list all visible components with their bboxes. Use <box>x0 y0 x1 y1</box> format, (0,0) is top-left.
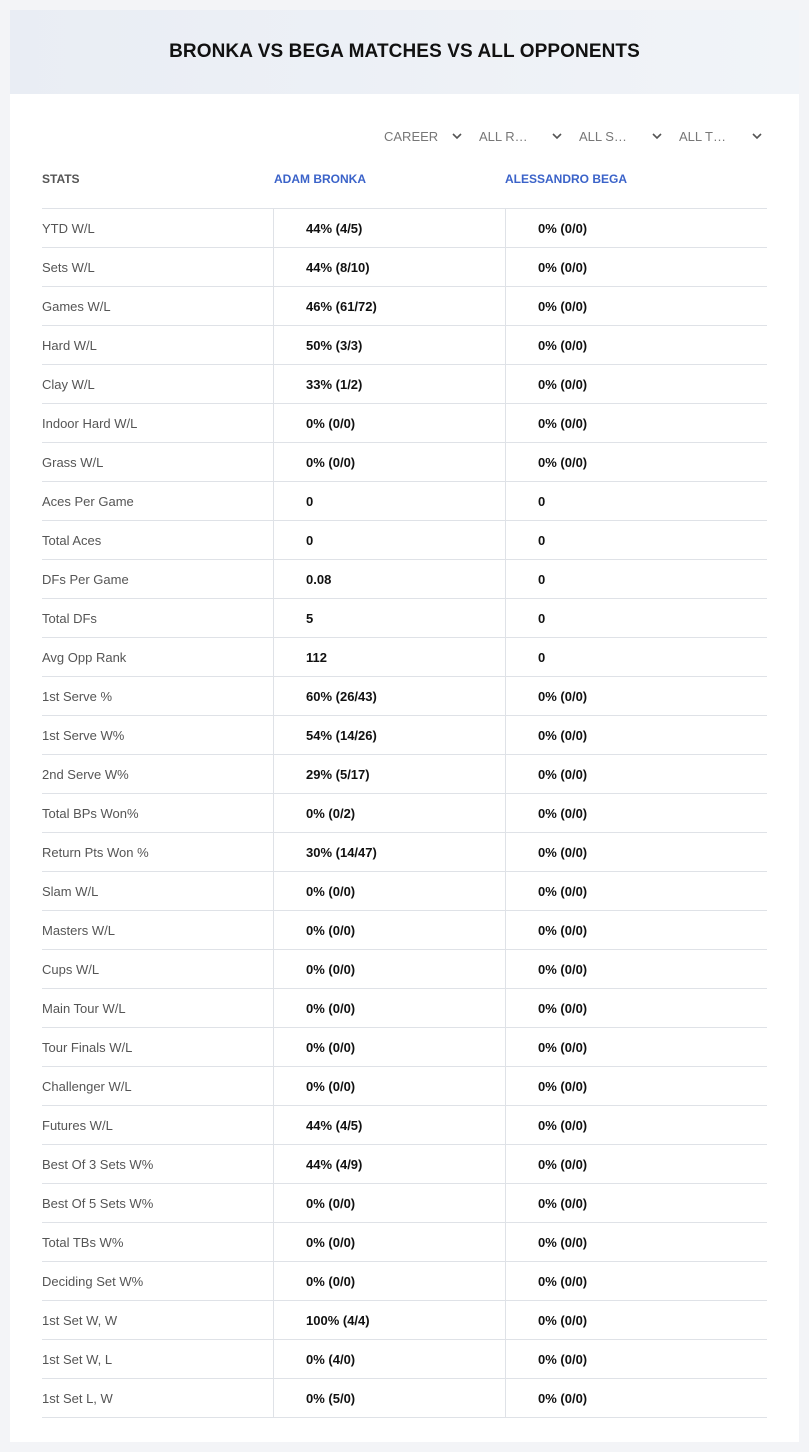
stat-label: Main Tour W/L <box>42 1000 126 1016</box>
table-row <box>42 209 767 248</box>
player1-value: 44% (4/5) <box>273 209 504 247</box>
filter-tournament-dropdown[interactable] <box>679 126 764 146</box>
stat-label: Deciding Set W% <box>42 1273 144 1289</box>
stat-label: 1st Set W, L <box>42 1351 113 1367</box>
table-row <box>42 1106 767 1145</box>
player2-value: 0% (0/0) <box>505 1028 767 1066</box>
player1-value: 0% (0/0) <box>273 1067 504 1105</box>
stat-label: Games W/L <box>42 298 111 314</box>
player2-value: 0% (0/0) <box>505 794 767 832</box>
player1-value: 0 <box>273 482 504 520</box>
table-row <box>42 365 767 404</box>
table-row <box>42 1340 767 1379</box>
table-row <box>42 560 767 599</box>
table-row <box>42 716 767 755</box>
filter-surface-dropdown[interactable] <box>579 126 664 146</box>
player2-value: 0% (0/0) <box>505 950 767 988</box>
player1-value: 0% (0/0) <box>273 1184 504 1222</box>
table-row <box>42 1067 767 1106</box>
table-row <box>42 1262 767 1301</box>
table-row <box>42 1028 767 1067</box>
filter-label: CAREER <box>384 128 439 144</box>
player2-value: 0 <box>505 638 767 676</box>
table-row <box>42 443 767 482</box>
table-row <box>42 911 767 950</box>
stat-label: Clay W/L <box>42 376 95 392</box>
table-row <box>42 1379 767 1418</box>
player1-value: 50% (3/3) <box>273 326 504 364</box>
player2-value: 0% (0/0) <box>505 209 767 247</box>
player1-value: 0% (0/0) <box>273 1223 504 1261</box>
stat-label: 2nd Serve W% <box>42 766 129 782</box>
chevron-down-icon <box>750 129 764 143</box>
player1-value: 112 <box>273 638 504 676</box>
table-row <box>42 677 767 716</box>
filter-label: ALL T… <box>679 128 726 144</box>
chevron-down-icon <box>650 129 664 143</box>
stat-label: Sets W/L <box>42 259 95 275</box>
stat-label: Avg Opp Rank <box>42 649 127 665</box>
table-row <box>42 248 767 287</box>
player1-value: 46% (61/72) <box>273 287 504 325</box>
column-header-player2[interactable]: ALESSANDRO BEGA <box>505 172 628 186</box>
player2-value: 0% (0/0) <box>505 989 767 1027</box>
player2-value: 0 <box>505 560 767 598</box>
player2-value: 0% (0/0) <box>505 872 767 910</box>
player1-value: 0% (0/0) <box>273 404 504 442</box>
table-row <box>42 833 767 872</box>
table-row <box>42 482 767 521</box>
table-row <box>42 794 767 833</box>
filter-label: ALL R… <box>479 128 528 144</box>
player2-value: 0% (0/0) <box>505 1223 767 1261</box>
player2-value: 0 <box>505 482 767 520</box>
stat-label: Total DFs <box>42 610 97 626</box>
card-header <box>10 10 799 94</box>
player1-value: 44% (4/9) <box>273 1145 504 1183</box>
player1-value: 44% (8/10) <box>273 248 504 286</box>
stat-label: Indoor Hard W/L <box>42 415 138 431</box>
filter-rounds-dropdown[interactable] <box>479 126 564 146</box>
player1-value: 0 <box>273 521 504 559</box>
stat-label: Tour Finals W/L <box>42 1039 133 1055</box>
stat-label: Slam W/L <box>42 883 99 899</box>
table-row <box>42 1301 767 1340</box>
column-header-player1[interactable]: ADAM BRONKA <box>274 172 366 186</box>
player1-value: 0% (0/0) <box>273 1028 504 1066</box>
player1-value: 0% (0/0) <box>273 989 504 1027</box>
stat-label: 1st Set L, W <box>42 1390 113 1406</box>
player2-value: 0% (0/0) <box>505 833 767 871</box>
player2-value: 0% (0/0) <box>505 248 767 286</box>
player2-value: 0% (0/0) <box>505 911 767 949</box>
stat-label: YTD W/L <box>42 220 95 236</box>
table-row <box>42 1145 767 1184</box>
player1-value: 33% (1/2) <box>273 365 504 403</box>
stat-label: Aces Per Game <box>42 493 134 509</box>
player1-value: 0% (0/0) <box>273 872 504 910</box>
player2-value: 0 <box>505 521 767 559</box>
table-row <box>42 638 767 677</box>
stat-label: Hard W/L <box>42 337 97 353</box>
stat-label: Futures W/L <box>42 1117 113 1133</box>
stats-card <box>10 10 799 1442</box>
stat-label: Total Aces <box>42 532 102 548</box>
stat-label: Total TBs W% <box>42 1234 124 1250</box>
player1-value: 0% (0/0) <box>273 911 504 949</box>
table-row <box>42 521 767 560</box>
table-row <box>42 989 767 1028</box>
player2-value: 0% (0/0) <box>505 1067 767 1105</box>
player2-value: 0% (0/0) <box>505 677 767 715</box>
table-row <box>42 1184 767 1223</box>
player2-value: 0% (0/0) <box>505 287 767 325</box>
player1-value: 5 <box>273 599 504 637</box>
player1-value: 60% (26/43) <box>273 677 504 715</box>
player2-value: 0% (0/0) <box>505 1145 767 1183</box>
player1-value: 0% (0/0) <box>273 443 504 481</box>
stat-label: DFs Per Game <box>42 571 129 587</box>
stat-label: Best Of 3 Sets W% <box>42 1156 154 1172</box>
table-row <box>42 872 767 911</box>
player2-value: 0 <box>505 599 767 637</box>
column-header-stats: STATS <box>42 172 80 186</box>
stat-label: Masters W/L <box>42 922 115 938</box>
stat-label: Cups W/L <box>42 961 100 977</box>
chevron-down-icon <box>550 129 564 143</box>
player2-value: 0% (0/0) <box>505 404 767 442</box>
table-row <box>42 287 767 326</box>
player1-value: 29% (5/17) <box>273 755 504 793</box>
player1-value: 0% (0/0) <box>273 950 504 988</box>
player1-value: 100% (4/4) <box>273 1301 504 1339</box>
player1-value: 0% (5/0) <box>273 1379 504 1417</box>
player2-value: 0% (0/0) <box>505 1106 767 1144</box>
table-row <box>42 1223 767 1262</box>
table-row <box>42 599 767 638</box>
stat-label: 1st Set W, W <box>42 1312 118 1328</box>
stats-table-body <box>42 208 767 1418</box>
player1-value: 30% (14/47) <box>273 833 504 871</box>
player1-value: 0% (0/2) <box>273 794 504 832</box>
stat-label: Return Pts Won % <box>42 844 149 860</box>
player1-value: 0.08 <box>273 560 504 598</box>
stat-label: Challenger W/L <box>42 1078 132 1094</box>
player1-value: 0% (0/0) <box>273 1262 504 1300</box>
stat-label: Best Of 5 Sets W% <box>42 1195 154 1211</box>
player1-value: 44% (4/5) <box>273 1106 504 1144</box>
filter-bar <box>10 126 767 146</box>
player2-value: 0% (0/0) <box>505 1301 767 1339</box>
stat-label: Grass W/L <box>42 454 104 470</box>
chevron-down-icon <box>450 129 464 143</box>
table-row <box>42 404 767 443</box>
player1-value: 54% (14/26) <box>273 716 504 754</box>
table-header <box>42 170 767 208</box>
stat-label: 1st Serve % <box>42 688 113 704</box>
stat-label: Total BPs Won% <box>42 805 139 821</box>
table-row <box>42 326 767 365</box>
player1-value: 0% (4/0) <box>273 1340 504 1378</box>
player2-value: 0% (0/0) <box>505 716 767 754</box>
stat-label: 1st Serve W% <box>42 727 125 743</box>
player2-value: 0% (0/0) <box>505 365 767 403</box>
table-row <box>42 755 767 794</box>
player2-value: 0% (0/0) <box>505 443 767 481</box>
player2-value: 0% (0/0) <box>505 326 767 364</box>
filter-label: ALL S… <box>579 128 627 144</box>
player2-value: 0% (0/0) <box>505 1340 767 1378</box>
player2-value: 0% (0/0) <box>505 1262 767 1300</box>
player2-value: 0% (0/0) <box>505 755 767 793</box>
filter-career-dropdown[interactable] <box>384 126 464 146</box>
player2-value: 0% (0/0) <box>505 1379 767 1417</box>
page-title: BRONKA VS BEGA MATCHES VS ALL OPPONENTS <box>169 41 640 62</box>
table-row <box>42 950 767 989</box>
player2-value: 0% (0/0) <box>505 1184 767 1222</box>
